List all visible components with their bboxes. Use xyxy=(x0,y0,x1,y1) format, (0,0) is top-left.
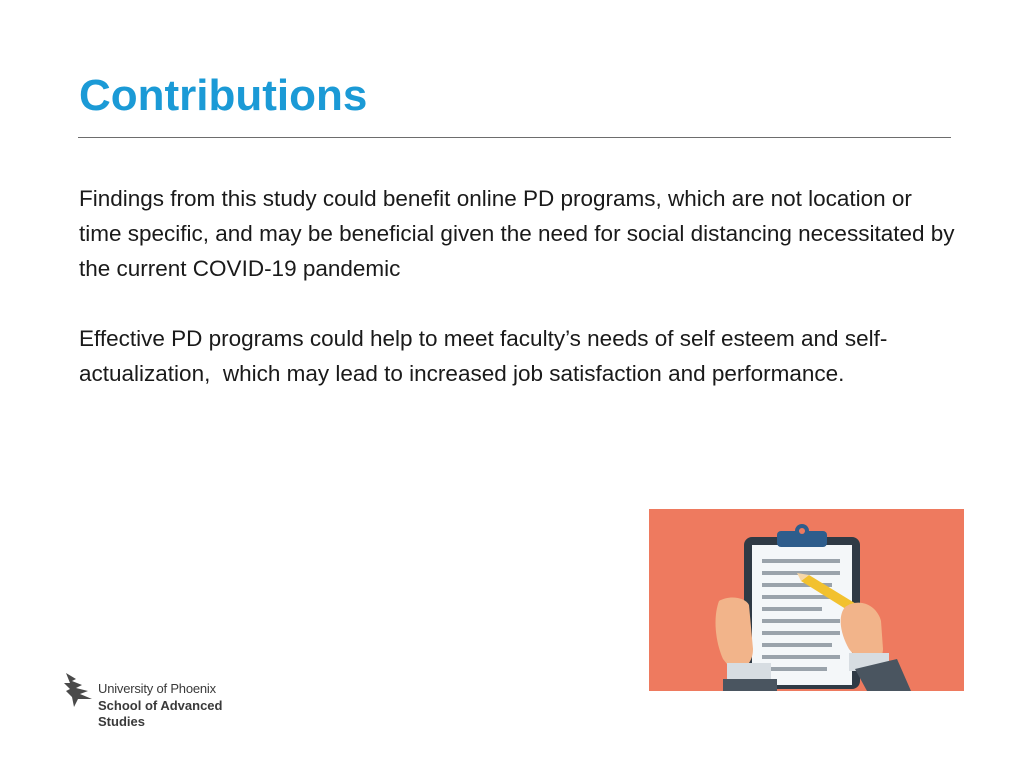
clipboard-writing-icon xyxy=(649,509,964,691)
paragraph-effective-pd: Effective PD programs could help to meet faculty’s needs of self esteem and self- actualization, which may lead to increased job satisfaction and performance. xyxy=(79,326,894,386)
slide-title: Contributions xyxy=(79,71,368,120)
logo-university-name: University of Phoenix xyxy=(98,681,216,696)
paragraph-findings: Findings from this study could benefit online PD programs, which are not location or time specific, and may be beneficial given the need for social distancing necessitated by the current COVID-19 pandemic xyxy=(79,186,961,281)
logo-studies: Studies xyxy=(98,714,145,729)
logo-school-name: School of Advanced xyxy=(98,698,223,713)
slide-body xyxy=(79,181,959,426)
university-logo xyxy=(62,669,242,733)
title-divider xyxy=(78,137,951,138)
phoenix-logo-icon xyxy=(62,669,96,709)
